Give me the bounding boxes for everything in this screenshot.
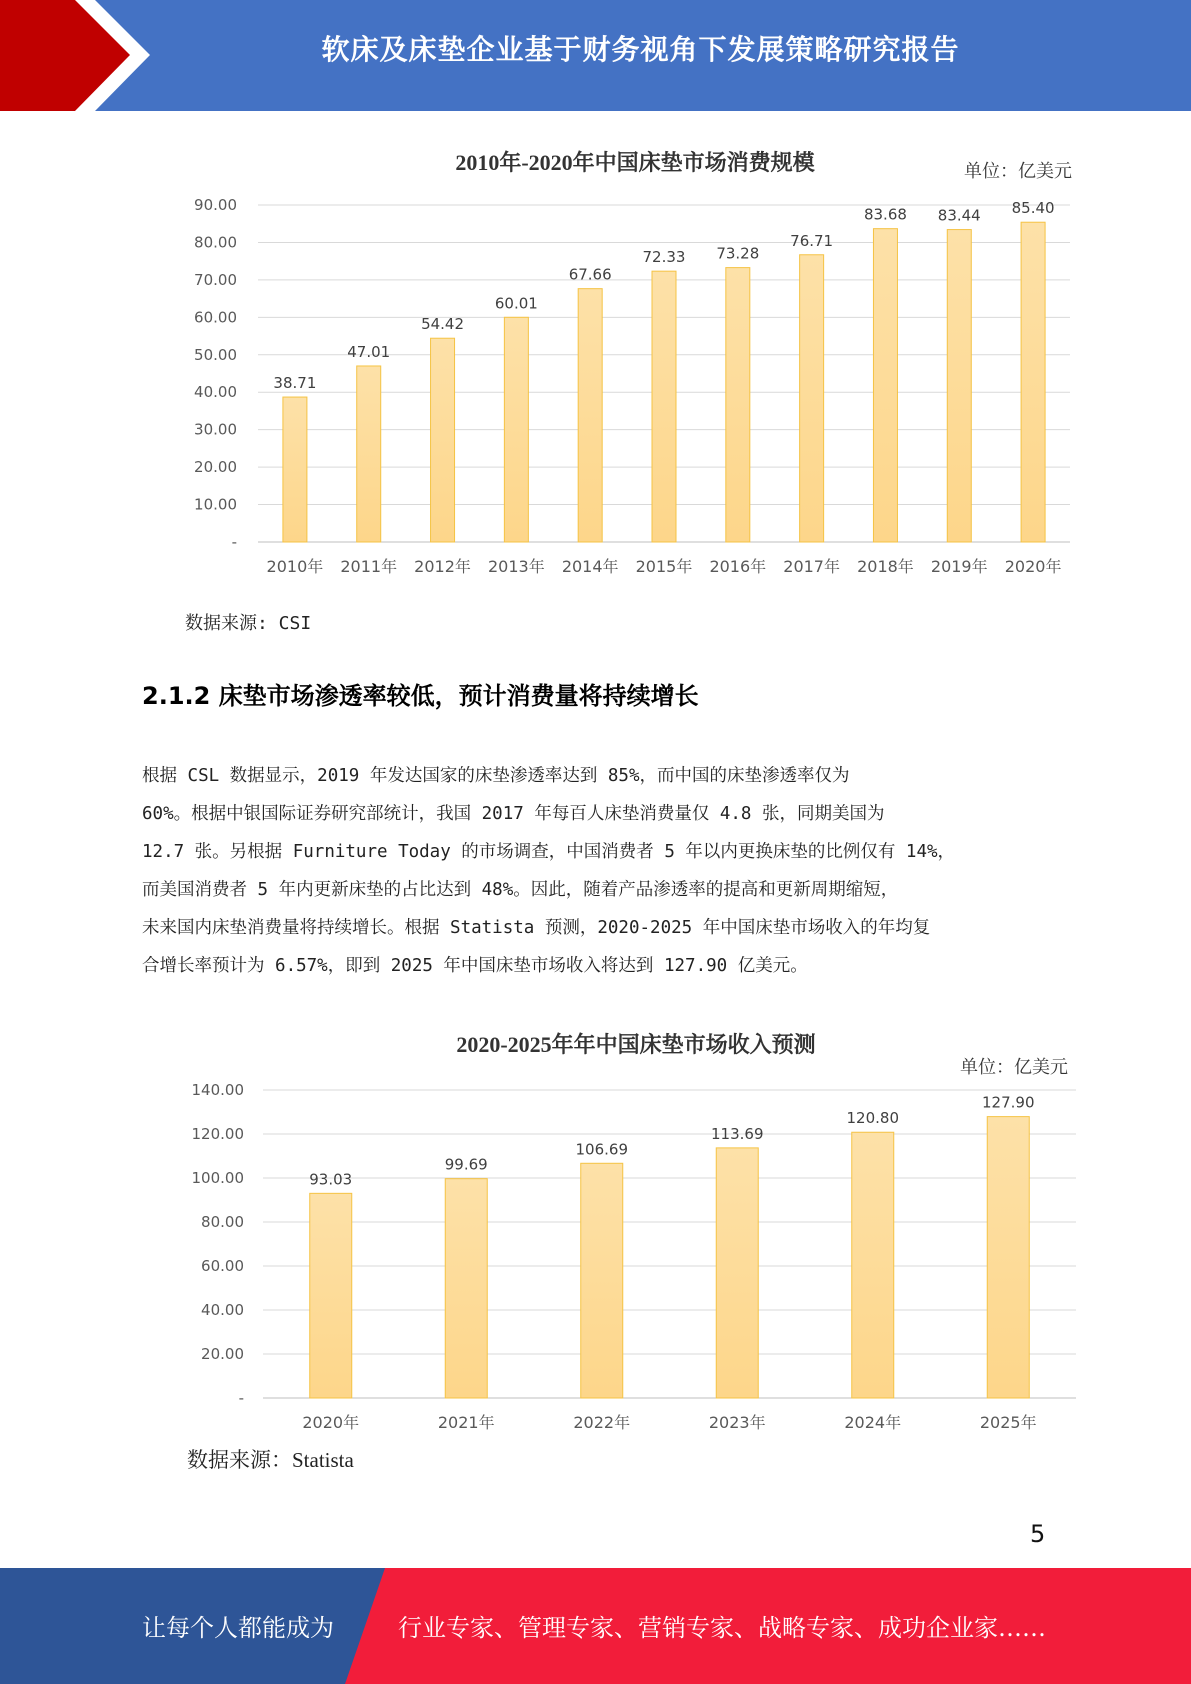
chart2-source: 数据来源：Statista (187, 1448, 354, 1472)
x-tick-label: 2018年 (857, 557, 914, 576)
y-tick-label: 120.00 (191, 1125, 244, 1143)
bar (726, 268, 750, 542)
chart1-source: 数据来源: CSI (185, 613, 312, 634)
bar-value-label: 113.69 (711, 1124, 764, 1143)
chart-unit-label: 单位：亿美元 (964, 161, 1072, 182)
bar (1021, 222, 1045, 542)
bar-value-label: 38.71 (273, 374, 317, 393)
bar (800, 255, 824, 542)
bar (581, 1163, 623, 1398)
consumption-scale-chart (180, 140, 1080, 590)
bar (873, 229, 897, 542)
paragraph-line: 根据 CSL 数据显示，2019 年发达国家的床垫渗透率达到 85%，而中国的床垫渗透率仅为 (142, 766, 850, 786)
bar-value-label: 93.03 (309, 1170, 353, 1189)
paragraph-line: 12.7 张。另根据 Furniture Today 的市场调查，中国消费者 5 年以内更换床垫的比例仅有 14%， (142, 842, 956, 862)
x-tick-label: 2012年 (414, 557, 471, 576)
chart-title: 2010年-2020年中国床垫市场消费规模 (455, 150, 815, 175)
y-tick-label: 80.00 (201, 1213, 244, 1231)
revenue-forecast-chart (180, 1030, 1080, 1440)
x-tick-label: 2011年 (340, 557, 398, 576)
x-tick-label: 2014年 (561, 557, 619, 576)
y-tick-label: 70.00 (194, 270, 237, 289)
bar-value-label: 127.90 (982, 1093, 1035, 1112)
x-tick-label: 2021年 (437, 1413, 495, 1432)
x-tick-label: 2013年 (487, 557, 545, 576)
bar-value-label: 120.80 (846, 1109, 899, 1128)
x-tick-label: 2020年 (1004, 557, 1062, 576)
report-title: 软床及床垫企业基于财务视角下发展策略研究报告 (321, 33, 960, 66)
x-tick-label: 2015年 (635, 557, 693, 576)
bar (357, 366, 381, 542)
y-tick-label: 90.00 (194, 196, 237, 214)
bar (310, 1193, 352, 1398)
bar-value-label: 76.71 (790, 231, 834, 250)
bar (716, 1148, 758, 1398)
paragraph-line: 合增长率预计为 6.57%，即到 2025 年中国床垫市场收入将达到 127.90 亿美元。 (142, 956, 808, 976)
y-tick-label: 100.00 (191, 1169, 244, 1187)
section-heading: 2.1.2 床垫市场渗透率较低，预计消费量将持续增长 (142, 682, 699, 710)
y-tick-label: 40.00 (201, 1301, 244, 1319)
bar (445, 1179, 487, 1398)
bar-value-label: 83.44 (937, 206, 981, 225)
y-tick-label: 20.00 (194, 458, 237, 477)
x-tick-label: 2016年 (709, 557, 767, 576)
bar-value-label: 54.42 (421, 315, 465, 334)
page-header (0, 0, 1191, 111)
footer-slogan-left: 让每个人都能成为 (142, 1614, 334, 1642)
paragraph-line: 而美国消费者 5 年内更新床垫的占比达到 48%。因此，随着产品渗透率的提高和更新周期缩短， (142, 880, 899, 900)
x-tick-label: 2023年 (708, 1413, 766, 1432)
bar-value-label: 73.28 (716, 244, 760, 263)
bar-value-label: 60.01 (494, 294, 538, 313)
y-tick-label: 60.00 (194, 308, 237, 327)
bar (987, 1117, 1029, 1398)
chart-title: 2020-2025年年中国床垫市场收入预测 (456, 1032, 816, 1057)
y-tick-label: 10.00 (194, 495, 237, 514)
bar (283, 397, 307, 542)
bar (947, 230, 971, 542)
bar (652, 271, 676, 542)
revenue-forecast-chart-svg (180, 1030, 1080, 1440)
x-tick-label: 2017年 (783, 557, 841, 576)
paragraph-line: 60%。根据中银国际证券研究部统计，我国 2017 年每百人床垫消费量仅 4.8 张，同期美国为 (142, 804, 885, 824)
x-tick-label: 2024年 (844, 1413, 902, 1432)
x-tick-label: 2022年 (573, 1413, 631, 1432)
page-number: 5 (1030, 1520, 1046, 1548)
y-tick-label: 40.00 (194, 383, 237, 402)
bar (578, 289, 602, 542)
y-tick-label: 20.00 (201, 1345, 244, 1363)
consumption-scale-chart-svg (180, 140, 1080, 590)
y-tick-label: 80.00 (194, 233, 237, 252)
page-footer (0, 1568, 1191, 1684)
bar-value-label: 83.68 (863, 205, 907, 224)
x-tick-label: 2019年 (930, 557, 988, 576)
bar (431, 338, 455, 542)
bar (852, 1132, 894, 1398)
y-tick-label: - (238, 1389, 244, 1407)
bar (504, 317, 528, 542)
y-tick-label: 50.00 (194, 345, 237, 364)
bar-value-label: 67.66 (568, 265, 612, 284)
bar-value-label: 72.33 (642, 248, 686, 267)
y-tick-label: 140.00 (191, 1081, 244, 1099)
bar-value-label: 47.01 (347, 342, 391, 361)
y-tick-label: 30.00 (194, 420, 237, 439)
chart-unit-label: 单位：亿美元 (960, 1057, 1068, 1078)
x-tick-label: 2010年 (266, 557, 324, 576)
y-tick-label: - (231, 533, 237, 551)
bar-value-label: 99.69 (444, 1155, 488, 1174)
x-tick-label: 2020年 (302, 1413, 360, 1432)
bar-value-label: 106.69 (575, 1140, 628, 1159)
body-paragraph (142, 757, 1062, 985)
paragraph-line: 未来国内床垫消费量将持续增长。根据 Statista 预测，2020-2025 年中国床垫市场收入的年均复 (142, 918, 931, 938)
bar-value-label: 85.40 (1011, 199, 1055, 218)
y-tick-label: 60.00 (201, 1257, 244, 1275)
x-tick-label: 2025年 (979, 1413, 1037, 1432)
footer-slogan-right: 行业专家、管理专家、营销专家、战略专家、成功企业家…… (398, 1614, 1046, 1642)
